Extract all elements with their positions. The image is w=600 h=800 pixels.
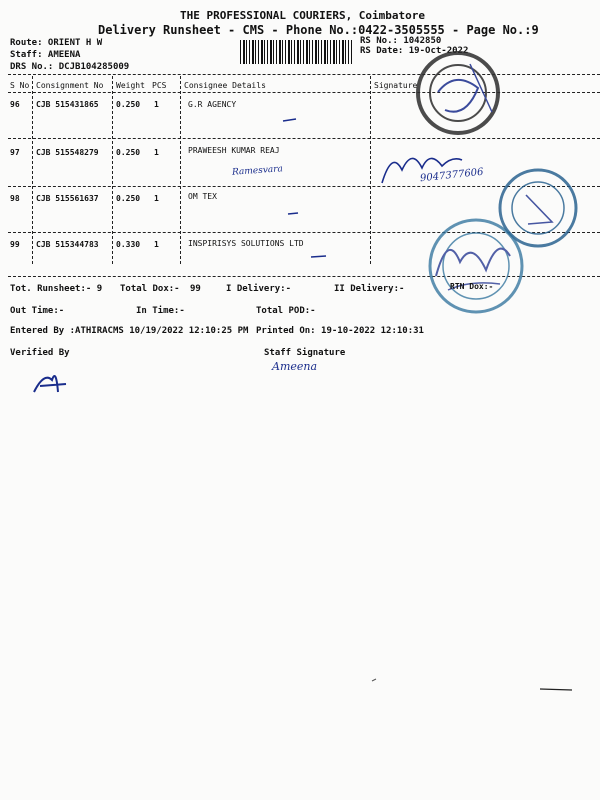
document-title: Delivery Runsheet - CMS - Phone No.:0422-3505555 - Page No.:9 (98, 23, 539, 37)
col-weight: Weight (116, 81, 145, 90)
col-consignee: Consignee Details (184, 81, 266, 90)
handwritten-phone: 9047377606 (419, 166, 485, 185)
row-96-sno: 96 (10, 100, 20, 109)
row-97-handwritten-note: Ramesvara (231, 164, 284, 178)
pen-mark (311, 256, 326, 257)
row-97-consignee: PRAWEESH KUMAR REAJ (188, 146, 280, 155)
row-99-consignee: INSPIRISYS SOLUTIONS LTD (188, 239, 304, 248)
row-99-consignment: CJB 515344783 (36, 240, 99, 249)
rs-number: RS No.: 1042850 (360, 36, 442, 46)
row-98-consignee: OM TEX (188, 192, 217, 201)
total-dox-label: Total Dox:- (120, 284, 180, 294)
drs-number: DRS No.: DCJB104285009 (10, 62, 130, 72)
row-97-sno: 97 (10, 148, 20, 157)
row-98-pcs: 1 (154, 194, 159, 203)
col-consignment: Consignment No (36, 81, 104, 90)
row-98-weight: 0.250 (116, 194, 141, 203)
pen-mark (283, 119, 296, 121)
ii-delivery: II Delivery:- (334, 284, 405, 294)
row-99-weight: 0.330 (116, 240, 141, 249)
out-time: Out Time:- (10, 306, 65, 316)
col-pcs: PCS (152, 81, 167, 90)
verified-signature (34, 376, 66, 392)
stray-mark (372, 679, 376, 681)
pen-mark (288, 213, 298, 214)
rtn-dox-label: RTN Dox:- (450, 282, 494, 291)
total-dox-value: 99 (190, 284, 201, 294)
row-96-consignee: G.R AGENCY (188, 100, 237, 109)
row-97-pcs: 1 (154, 148, 159, 157)
stray-mark (540, 689, 572, 690)
entered-by: Entered By :ATHIRACMS 10/19/2022 12:10:25 PM (10, 326, 249, 336)
row-96-pcs: 1 (154, 100, 159, 109)
row-96-weight: 0.250 (116, 100, 141, 109)
total-runsheet: Tot. Runsheet:- 9 (10, 284, 103, 294)
company-name: THE PROFESSIONAL COURIERS, Coimbatore (180, 9, 426, 22)
col-signature: Signature (374, 81, 418, 90)
in-time: In Time:- (136, 306, 185, 316)
staff-label: Staff: AMEENA (10, 50, 81, 60)
route-label: Route: ORIENT H W (10, 38, 103, 48)
row-99-sno: 99 (10, 240, 20, 249)
row-98-consignment: CJB 515561637 (36, 194, 99, 203)
row-99-pcs: 1 (154, 240, 159, 249)
row-97-consignment: CJB 515548279 (36, 148, 99, 157)
row-96-consignment: CJB 515431865 (36, 100, 99, 109)
total-pod: Total POD:- (256, 306, 316, 316)
staff-signature-label: Staff Signature (264, 348, 346, 358)
row-97-weight: 0.250 (116, 148, 141, 157)
col-sno: S No (10, 81, 30, 90)
verified-by-label: Verified By (10, 348, 70, 358)
i-delivery: I Delivery:- (226, 284, 292, 294)
received-stamp (418, 53, 498, 133)
printed-on: Printed On: 19-10-2022 12:10:31 (256, 326, 424, 336)
rs-date: RS Date: 19-Oct-2022 (360, 46, 469, 56)
row-99-stamp (430, 220, 522, 312)
staff-signature-hand: Ameena (272, 360, 318, 373)
row-98-sno: 98 (10, 194, 20, 203)
